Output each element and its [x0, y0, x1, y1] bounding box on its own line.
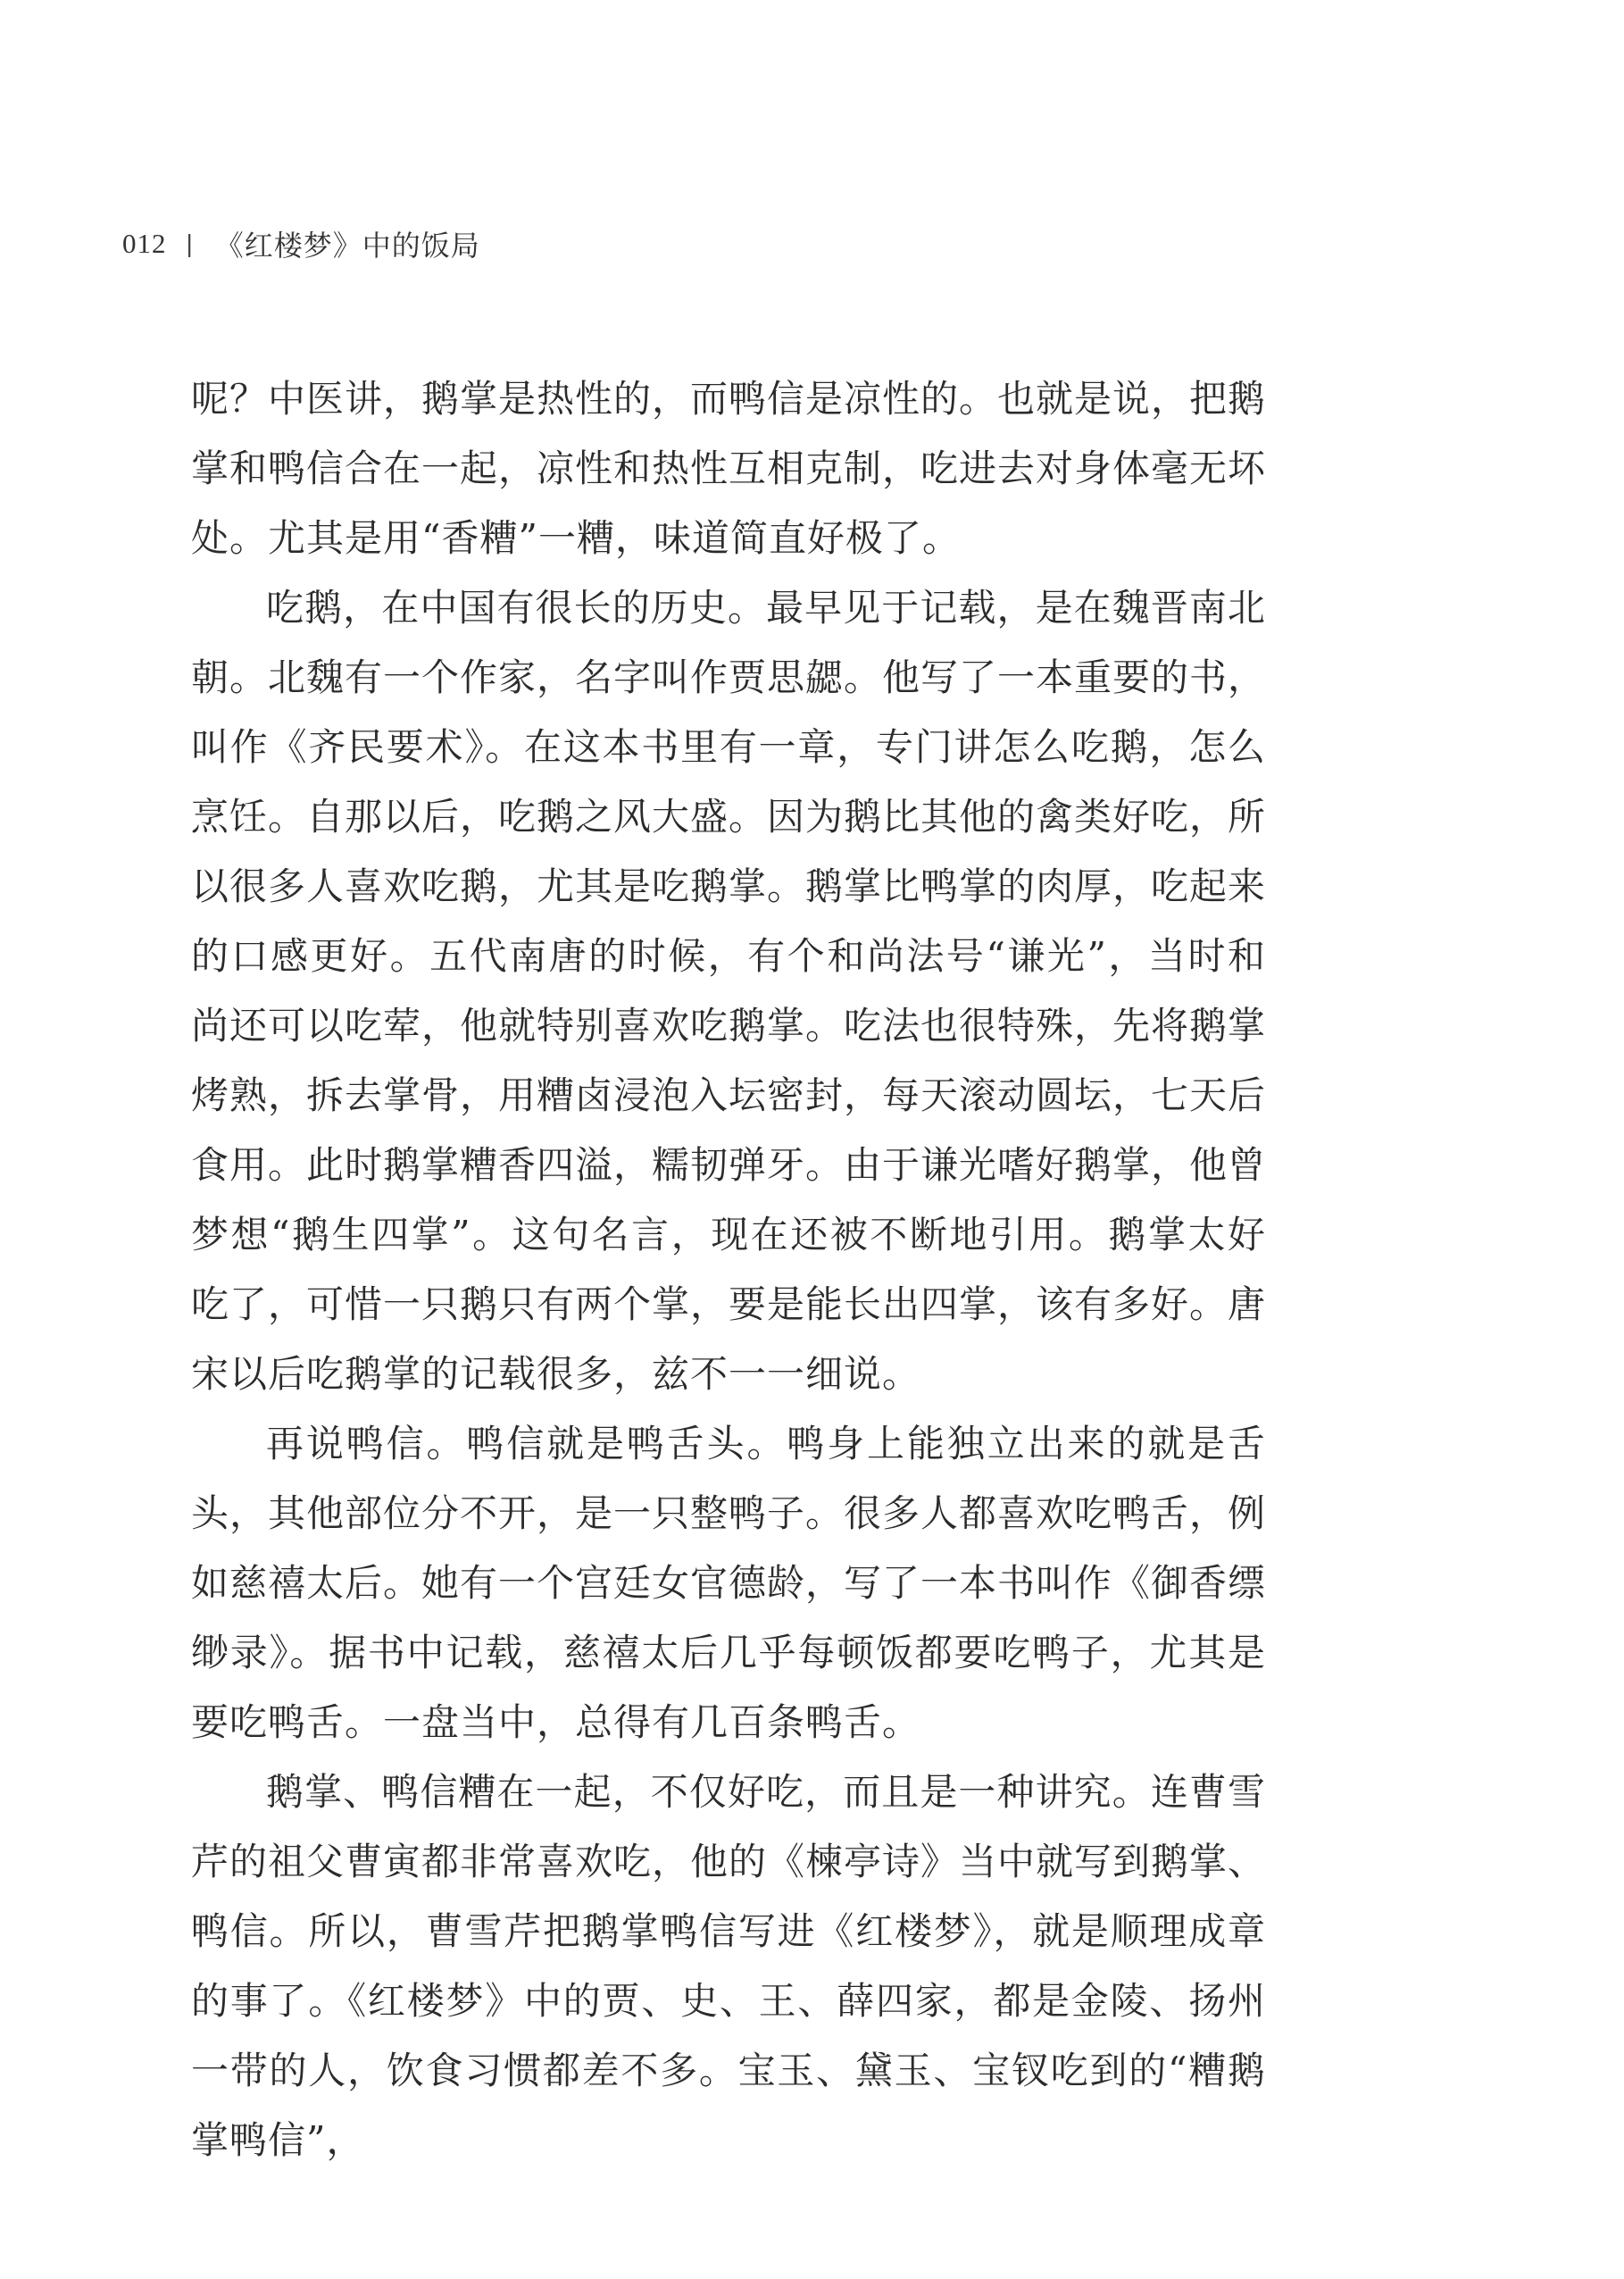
paragraph: 吃鹅，在中国有很长的历史。最早见于记载，是在魏晋南北朝。北魏有一个作家，名字叫作贾思勰。他写了一本重要的书，叫作《齐民要术》。在这本书里有一章，专门讲怎么吃鹅，怎么烹饪。自那以后，吃鹅之风大盛。因为鹅比其他的禽类好吃，所以很多人喜欢吃鹅，尤其是吃鹅掌。鹅掌比鸭掌的肉厚，吃起来的口感更好。五代南唐的时候，有个和尚法号“谦光”，当时和尚还可以吃荤，他就特别喜欢吃鹅掌。吃法也很特殊，先将鹅掌烤熟，拆去掌骨，用糟卤浸泡入坛密封，每天滚动圆坛，七天后食用。此时鹅掌糟香四溢，糯韧弹牙。由于谦光嗜好鹅掌，他曾梦想“鹅生四掌”。这句名言，现在还被不断地引用。鹅掌太好吃了，可惜一只鹅只有两个掌，要是能长出四掌，该有多好。唐宋以后吃鹅掌的记载很多，兹不一一细说。: [191, 586, 1267, 1396]
paragraph: 鹅掌、鸭信糟在一起，不仅好吃，而且是一种讲究。连曹雪芹的祖父曹寅都非常喜欢吃，他的《楝亭诗》当中就写到鹅掌、鸭信。所以，曹雪芹把鹅掌鸭信写进《红楼梦》，就是顺理成章的事了。《红楼梦》中的贾、史、王、薛四家，都是金陵、扬州一带的人，饮食习惯都差不多。宝玉、黛玉、宝钗吃到的“糟鹅掌鸭信”，: [191, 1770, 1267, 2162]
header-separator: |: [186, 230, 194, 257]
book-title: 《红楼梦》中的饭局: [214, 229, 480, 263]
running-head: [122, 221, 480, 266]
page-number: 012: [122, 228, 167, 259]
body-text: [191, 364, 1266, 2175]
paragraph-continued: 呢？中医讲，鹅掌是热性的，而鸭信是凉性的。也就是说，把鹅掌和鸭信合在一起，凉性和热性互相克制，吃进去对身体毫无坏处。尤其是用“香糟”一糟，味道简直好极了。: [191, 377, 1267, 560]
paragraph: 再说鸭信。鸭信就是鸭舌头。鸭身上能独立出来的就是舌头，其他部位分不开，是一只整鸭子。很多人都喜欢吃鸭舌，例如慈禧太后。她有一个宫廷女官德龄，写了一本书叫作《御香缥缈录》。据书中记载，慈禧太后几乎每顿饭都要吃鸭子，尤其是要吃鸭舌。一盘当中，总得有几百条鸭舌。: [191, 1422, 1267, 1744]
